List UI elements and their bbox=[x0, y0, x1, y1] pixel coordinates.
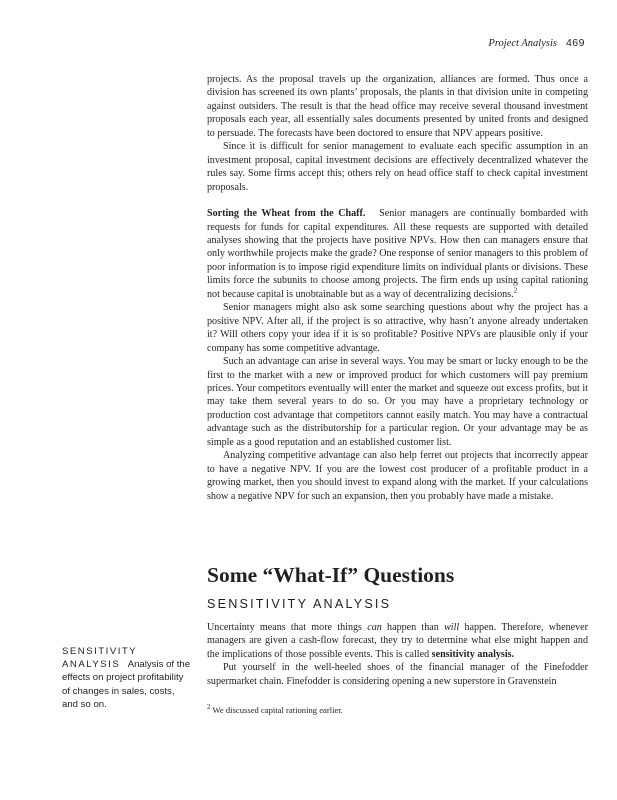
section-heading: Some “What-If” Questions bbox=[207, 563, 455, 587]
header-section-title: Project Analysis bbox=[488, 38, 557, 49]
running-header bbox=[488, 37, 585, 49]
body-text-upper bbox=[207, 73, 588, 503]
paragraph-sorting-wheat bbox=[207, 207, 588, 301]
paragraph: Since it is difficult for senior management to evaluate each specific assumption in an investment proposal, capital investment decisions are effectively decentralized whatever the rules say. Some firms accept this; others rely on head office staff to check capital investment proposals. bbox=[207, 141, 588, 193]
text-run: Uncertainty means that more things bbox=[207, 622, 368, 633]
footnote-text: We discussed capital rationing earlier. bbox=[212, 705, 343, 715]
paragraph: Analyzing competitive advantage can also help ferret out projects that incorrectly appear to have a negative NPV. If you are the lowest cost producer of a profitable product in a growing market, then you should invest to expand along with the market. If your calculations show a negative NPV for such an expansion, then you probably have made a mistake. bbox=[207, 450, 588, 502]
footnote bbox=[207, 705, 343, 715]
paragraph-uncertainty bbox=[207, 621, 588, 661]
italic-can: can bbox=[367, 622, 382, 633]
body-text-lower bbox=[207, 621, 588, 688]
margin-definition-text: Analysis of the effects on project profitability of changes in sales, costs, and so on. bbox=[62, 659, 191, 710]
margin-definition bbox=[62, 645, 192, 711]
paragraph: Such an advantage can arise in several ways. You may be smart or lucky enough to be the first to the market with a new or improved product for which customers will pay premium prices. Your competitors eventually will enter the market and squeeze out excess profits, but it may take them several years to do so. Or you may have a proprietary technology or production cost advantage that competitors cannot easily match. You may have a contractual advantage such as the distributorship for a particular region. Or your advantage may be as simple as a good reputation and an established customer list. bbox=[207, 356, 588, 448]
paragraph-text: Senior managers are continually bombarded with requests for funds for capital expenditures. All these requests are supported with detailed analyses showing that the projects have positive NPVs. How then can managers ensure that only worthwhile projects make the grade? One response of senior managers to this problem of poor information is to impose rigid expenditure limits on individual plants or divisions. These limits force the subunits to choose among projects. The firm ends up using capital rationing not because capital is unobtainable but as a way of decentralizing decisions. bbox=[207, 208, 589, 300]
run-in-heading: Sorting the Wheat from the Chaff. bbox=[207, 208, 366, 220]
text-run: happen. Therefore, whenever managers are given a cash-flow forecast, they try to determine what else might happen and the implications of those possible events. This is called bbox=[207, 622, 588, 660]
bold-term: sensitivity analysis. bbox=[431, 648, 515, 660]
footnote-ref: 2 bbox=[513, 286, 518, 295]
page-number: 469 bbox=[565, 37, 585, 49]
paragraph: projects. As the proposal travels up the organization, alliances are formed. Thus once a division has screened its own plants’ proposals, the plants in that division unite in competing against outsiders. The result is that the head office may receive several thousand investment proposals each year, all essentially sales documents presented by united fronts and designed to persuade. The forecasts have been doctored to ensure that NPV appears positive. bbox=[207, 74, 588, 139]
footnote-number: 2 bbox=[207, 703, 211, 712]
paragraph: Put yourself in the well-heeled shoes of the financial manager of the Finefodder supermarket chain. Finefodder is considering opening a new superstore in Gravenstein bbox=[207, 662, 588, 687]
subsection-heading: SENSITIVITY ANALYSIS bbox=[207, 597, 392, 611]
italic-will: will bbox=[444, 622, 460, 633]
margin-term: SENSITIVITY ANALYSIS bbox=[62, 646, 137, 671]
paragraph: Senior managers might also ask some searching questions about why the project has a positive NPV. After all, if the project is so attractive, why hasn’t anyone already undertaken it? Will others copy your idea if it is so profitable? Positive NPVs are plausible only if your company has some competitive advantage. bbox=[207, 302, 588, 354]
text-run: happen than bbox=[381, 622, 445, 633]
